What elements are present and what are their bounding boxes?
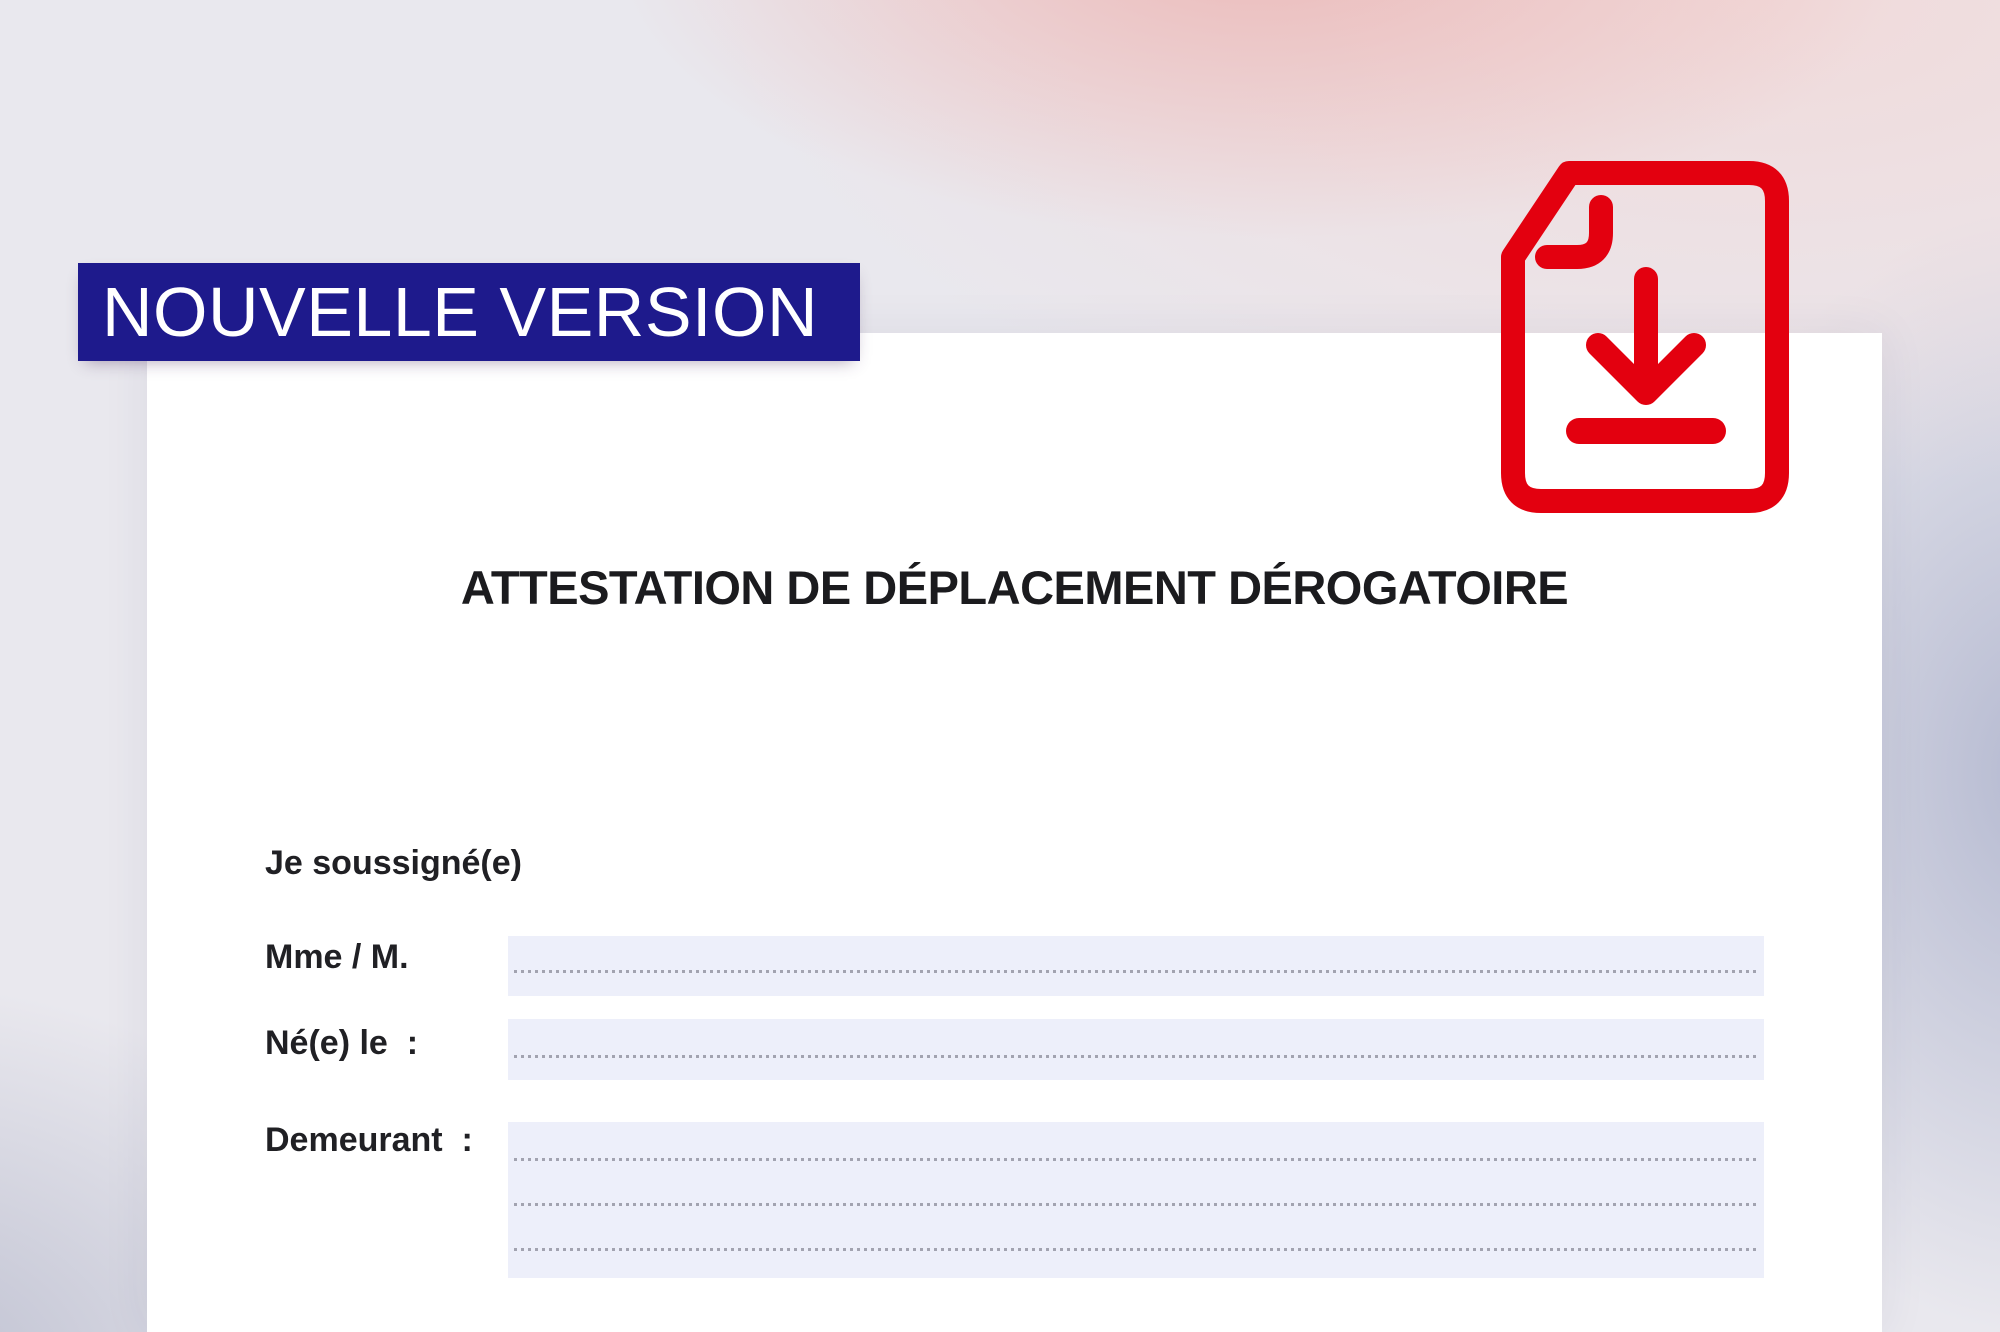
dotted-line <box>514 970 1758 973</box>
birthdate-input[interactable] <box>508 1019 1764 1080</box>
birthdate-field-label: Né(e) le : <box>265 1024 419 1062</box>
new-version-badge-label: NOUVELLE VERSION <box>102 273 818 351</box>
dotted-line <box>514 1248 1758 1251</box>
dotted-line <box>514 1158 1758 1161</box>
address-input[interactable] <box>508 1122 1764 1278</box>
dotted-line <box>514 1203 1758 1206</box>
civility-input[interactable] <box>508 936 1764 996</box>
civility-field-label: Mme / M. <box>265 938 409 976</box>
address-field-label: Demeurant : <box>265 1121 473 1159</box>
document-title: ATTESTATION DE DÉPLACEMENT DÉROGATOIRE <box>460 561 1569 614</box>
intro-label: Je soussigné(e) <box>265 844 522 882</box>
dotted-line <box>514 1055 1758 1058</box>
new-version-badge <box>78 263 860 361</box>
download-document-icon[interactable] <box>1501 161 1789 513</box>
